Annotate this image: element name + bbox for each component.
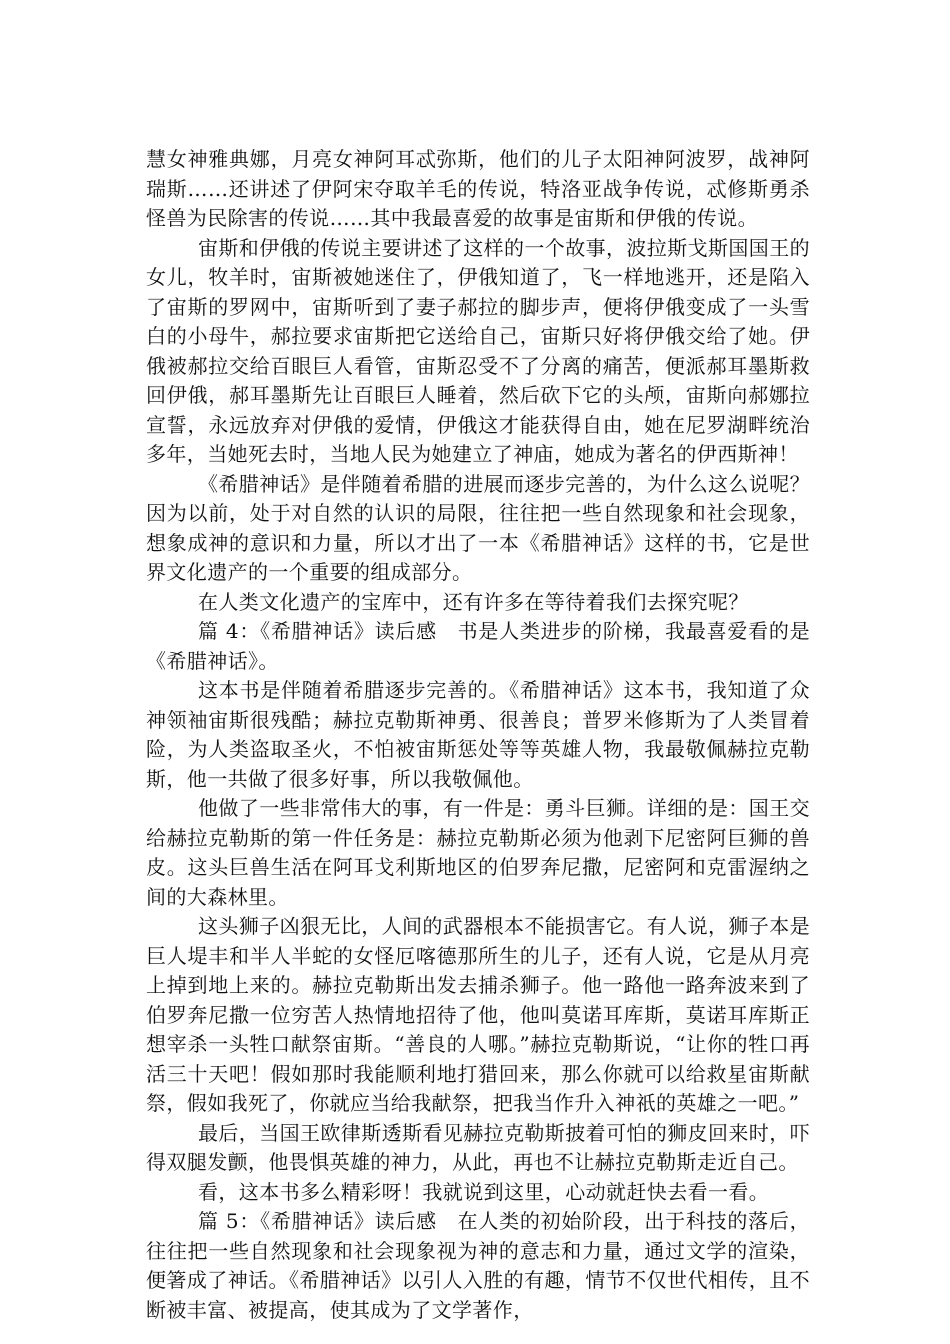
paragraph-cultural-heritage: 在人类文化遗产的宝库中，还有许多在等待着我们去探究呢？ (198, 589, 749, 614)
document-page (146, 145, 810, 1325)
paragraph-continuation: 慧女神雅典娜，月亮女神阿耳忒弥斯，他们的儿子太阳神阿波罗，战神阿瑞斯……还讲述了伊阿宋夺取羊毛的传说，特洛亚战争传说，忒修斯勇杀怪兽为民除害的传说……其中我最喜爱的故事是宙斯和伊俄的传说。 (146, 147, 810, 230)
paragraph-heroes: 这本书是伴随着希腊逐步完善的。《希腊神话》这本书，我知道了众神领袖宙斯很残酷；赫拉克勒斯神勇、很善良；普罗米修斯为了人类冒着险，为人类盗取圣火，不怕被宙斯惩处等等英雄人物，我最敬佩赫拉克勒斯，他一共做了很多好事，所以我敬佩他。 (146, 678, 810, 791)
paragraph-essay-4-heading: 篇 4：《希腊神话》读后感 书是人类进步的阶梯，我最喜爱看的是《希腊神话》。 (146, 619, 810, 673)
paragraph-zeus-io-story: 宙斯和伊俄的传说主要讲述了这样的一个故事，波拉斯戈斯国国王的女儿，牧羊时，宙斯被她迷住了，伊俄知道了，飞一样地逃开，还是陷入了宙斯的罗网中，宙斯听到了妻子郝拉的脚步声，便将伊俄变成了一头雪白的小母牛，郝拉要求宙斯把它送给自己，宙斯只好将伊俄交给了她。伊俄被郝拉交给百眼巨人看管，宙斯忍受不了分离的痛苦，便派郝耳墨斯救回伊俄，郝耳墨斯先让百眼巨人睡着，然后砍下它的头颅，宙斯向郝娜拉宣誓，永远放弃对伊俄的爱情，伊俄这才能获得自由，她在尼罗湖畔统治多年，当她死去时，当地人民为她建立了神庙，她成为著名的伊西斯神！ (146, 235, 810, 466)
paragraph-lion-task: 他做了一些非常伟大的事，有一件是：勇斗巨狮。详细的是：国王交给赫拉克勒斯的第一件任务是：赫拉克勒斯必须为他剥下尼密阿巨狮的兽皮。这头巨兽生活在阿耳戈利斯地区的伯罗奔尼撒，尼密阿和克雷渥纳之间的大森林里。 (146, 796, 810, 909)
paragraph-king-afraid: 最后，当国王欧律斯透斯看见赫拉克勒斯披着可怕的狮皮回来时，吓得双腿发颤，他畏惧英雄的神力，从此，再也不让赫拉克勒斯走近自己。 (146, 1120, 810, 1174)
paragraph-essay-5-heading: 篇 5：《希腊神话》读后感 在人类的初始阶段，出于科技的落后，往往把一些自然现象和社会现象视为神的意志和力量，通过文学的渲染，便箸成了神话。《希腊神话》以引人入胜的有趣，情节不仅世代相传，且不断被丰富、被提高，使其成为了文学著作， (146, 1209, 810, 1322)
paragraph-lion-story: 这头狮子凶狠无比，人间的武器根本不能损害它。有人说，狮子本是巨人堤丰和半人半蛇的女怪厄喀德那所生的儿子，还有人说，它是从月亮上掉到地上来的。赫拉克勒斯出发去捕杀狮子。他一路他一路奔波来到了伯罗奔尼撒一位穷苦人热情地招待了他，他叫莫诺耳库斯，莫诺耳库斯正想宰杀一头牲口献祭宙斯。“善良的人哪。”赫拉克勒斯说，“让你的牲口再活三十天吧！假如那时我能顺利地打猎回来，那么你就可以给救星宙斯献祭，假如我死了，你就应当给我献祭，把我当作升入神祇的英雄之一吧。” (146, 914, 810, 1115)
paragraph-recommendation: 看，这本书多么精彩呀！我就说到这里，心动就赶快去看一看。 (198, 1179, 770, 1204)
paragraph-greek-myth-development: 《希腊神话》是伴随着希腊的进展而逐步完善的，为什么这么说呢？因为以前，处于对自然的认识的局限，往往把一些自然现象和社会现象，想象成神的意识和力量，所以才出了一本《希腊神话》这样的书，它是世界文化遗产的一个重要的组成部分。 (146, 471, 810, 584)
